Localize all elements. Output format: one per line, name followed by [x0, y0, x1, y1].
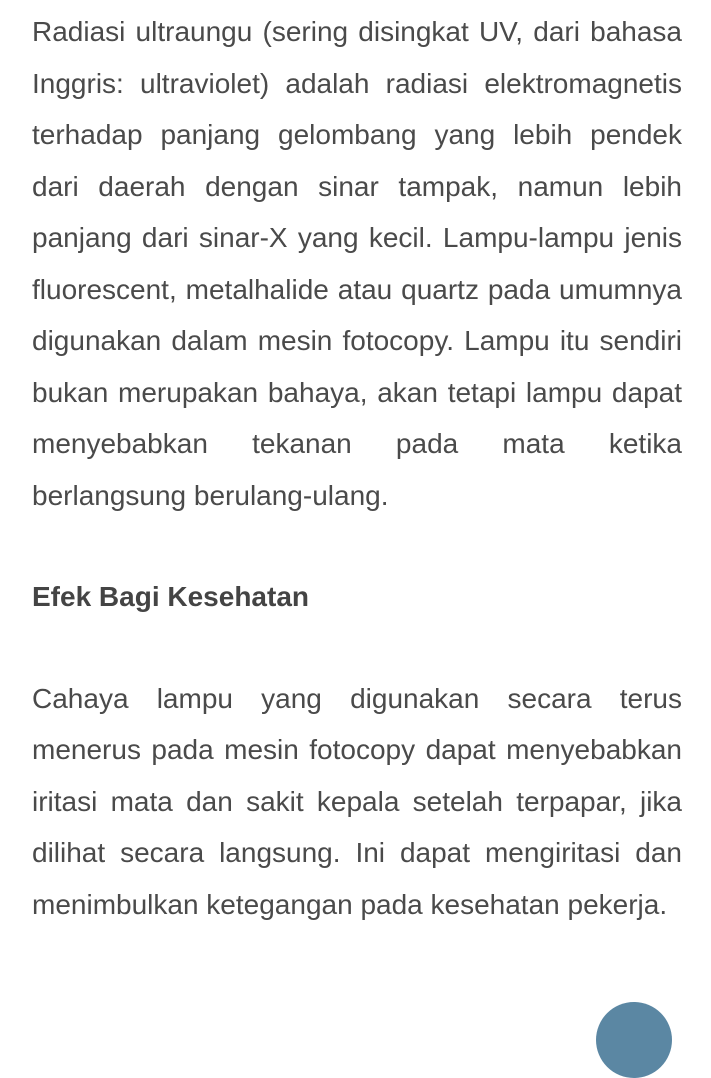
heading-spacer — [32, 623, 682, 673]
floating-action-button[interactable] — [596, 1002, 672, 1078]
section-heading-health-effects: Efek Bagi Kesehatan — [32, 581, 309, 612]
article-paragraph-health: Cahaya lampu yang digunakan secara terus menerus pada mesin fotocopy dapat menyebabkan iritasi mata dan sakit kepala setelah terpapar, jika dilihat secara langsung. Ini dapat mengiritasi dan menimbulkan ketegangan pada kesehatan pekerja. — [32, 682, 682, 920]
article-content — [32, 6, 682, 930]
paragraph-spacer — [32, 521, 682, 571]
article-paragraph-uv: Radiasi ultraungu (sering disingkat UV, dari bahasa Inggris: ultraviolet) adalah radiasi elektromagnetis terhadap panjang gelombang yang lebih pendek dari daerah dengan sinar tampak, namun lebih panjang dari sinar-X yang kecil. Lampu-lampu jenis fluorescent, metalhalide atau quartz pada umumnya digunakan dalam mesin fotocopy. Lampu itu sendiri bukan merupakan bahaya, akan tetapi lampu dapat menyebabkan tekanan pada mata ketika berlangsung berulang-ulang. — [32, 16, 682, 511]
